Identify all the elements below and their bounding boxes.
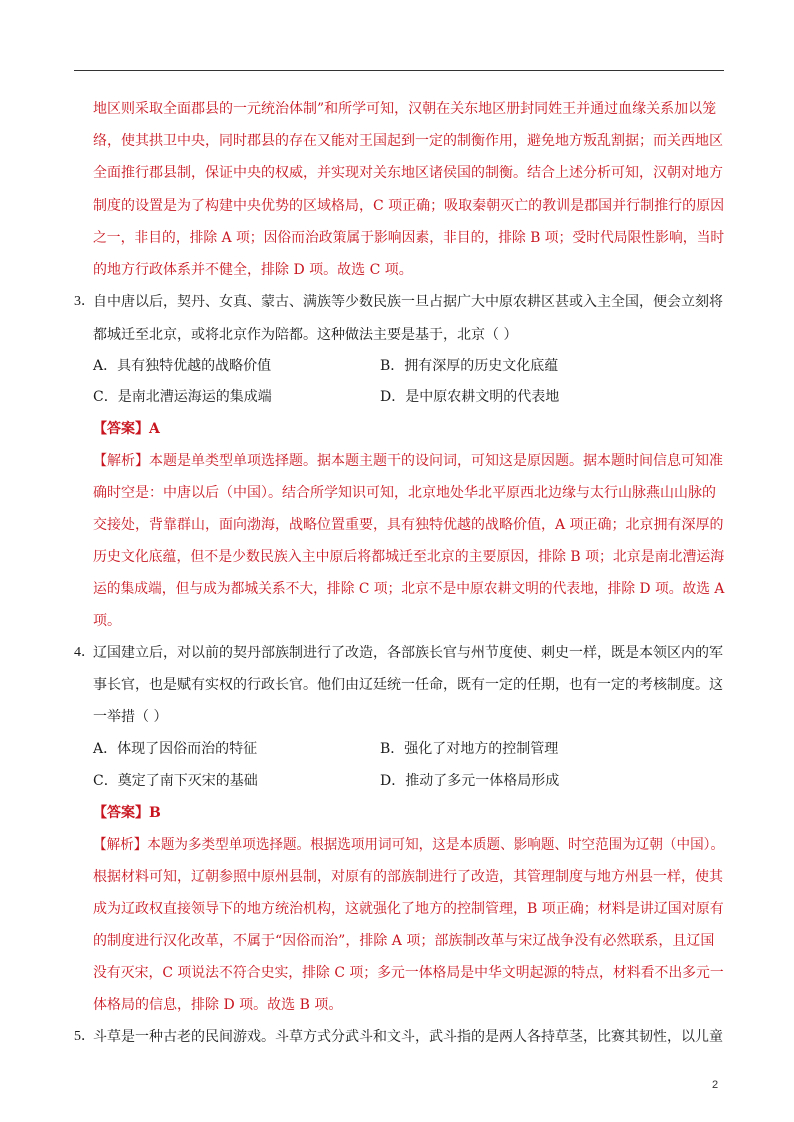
option-b: B．强化了对地方的控制管理 xyxy=(380,741,559,757)
option-c: C．奠定了南下灭宋的基础 xyxy=(93,773,258,789)
analysis-line: 体格局的信息，排除 D 项。故选 B 项。 xyxy=(93,997,343,1013)
question-stem-line: 自中唐以后，契丹、女真、蒙古、满族等少数民族一旦占据广大中原农耕区甚或入主全国，便会立刻将 xyxy=(93,294,723,310)
prev-analysis-line: 的地方行政体系并不健全，排除 D 项。故选 C 项。 xyxy=(93,262,413,278)
header-rule xyxy=(74,70,724,71)
answer-label: 【答案】B xyxy=(93,805,161,821)
option-d: D．推动了多元一体格局形成 xyxy=(380,773,560,789)
prev-analysis-line: 全面推行郡县制，保证中央的权威，并实现对关东地区诸侯国的制衡。结合上述分析可知，汉朝对地方 xyxy=(93,165,723,181)
question-stem-line: 都城迁至北京，或将北京作为陪都。这种做法主要是基于，北京（ ） xyxy=(93,327,518,343)
question-number: 5． xyxy=(74,1029,95,1044)
option-d: D．是中原农耕文明的代表地 xyxy=(380,389,560,405)
page-number: 2 xyxy=(712,1079,719,1091)
option-a: A．体现了因俗而治的特征 xyxy=(93,741,258,757)
question-stem-line: 一举措（ ） xyxy=(93,709,168,725)
option-c: C．是南北漕运海运的集成端 xyxy=(93,389,272,405)
answer-label: 【答案】A xyxy=(93,421,160,437)
question-number: 3． xyxy=(74,294,95,309)
analysis-line: 历史文化底蕴，但不是少数民族入主中原后将都城迁至北京的主要原因，排除 B 项；北京是南北漕运海 xyxy=(93,549,725,565)
analysis-line: 运的集成端，但与成为都城关系不大，排除 C 项；北京不是中原农耕文明的代表地，排除 D 项。故选 A xyxy=(93,581,725,597)
question-stem-line: 斗草是一种古老的民间游戏。斗草方式分武斗和文斗，武斗指的是两人各持草茎，比赛其韧性，以儿童 xyxy=(93,1029,723,1045)
option-b: B．拥有深厚的历史文化底蕴 xyxy=(380,358,559,374)
prev-analysis-line: 之一，非目的，排除 A 项；因俗而治政策属于影响因素，非目的，排除 B 项；受时代局限性影响，当时 xyxy=(93,230,725,246)
analysis-line: 的制度进行汉化改革，不属于“因俗而治”，排除 A 项；部族制改革与宋辽战争没有必然联系，且辽国 xyxy=(93,933,715,949)
prev-analysis-line: 络，使其拱卫中央，同时郡县的存在又能对王国起到一定的制衡作用，避免地方叛乱割据；而关西地区 xyxy=(93,133,723,149)
analysis-line: 没有灭宋，C 项说法不符合史实，排除 C 项；多元一体格局是中华文明起源的特点，材料看不出多元一 xyxy=(93,965,724,981)
prev-analysis-line: 地区则采取全面郡县的一元统治体制”和所学可知，汉朝在关东地区册封同姓王并通过血缘关系加以笼 xyxy=(93,101,717,117)
analysis-line: 【解析】本题为多类型单项选择题。根据选项用词可知，这是本质题、影响题、时空范围为辽朝（中国）。 xyxy=(93,837,725,853)
question-stem-line: 辽国建立后，对以前的契丹部族制进行了改造，各部族长官与州节度使、刺史一样，既是本领区内的军 xyxy=(93,645,723,661)
option-a: A．具有独特优越的战略价值 xyxy=(93,358,272,374)
analysis-line: 【解析】本题是单类型单项选择题。据本题主题干的设问词，可知这是原因题。据本题时间信息可知准 xyxy=(93,453,723,469)
analysis-line: 成为辽政权直接领导下的地方统治机构，这就强化了地方的控制管理，B 项正确；材料是讲辽国对原有 xyxy=(93,901,724,917)
analysis-line: 交接处，背靠群山，面向渤海，战略位置重要，具有独特优越的战略价值，A 项正确；北京拥有深厚的 xyxy=(93,517,724,533)
analysis-line: 项。 xyxy=(93,613,121,629)
prev-analysis-line: 制度的设置是为了构建中央优势的区域格局，C 项正确；吸取秦朝灭亡的教训是郡国并行制推行的原因 xyxy=(93,198,725,214)
analysis-line: 根据材料可知，辽朝参照中原州县制，对原有的部族制进行了改造，其管理制度与地方州县一样，使其 xyxy=(93,869,723,885)
question-number: 4． xyxy=(74,645,95,660)
analysis-line: 确时空是：中唐以后（中国）。结合所学知识可知，北京地处华北平原西北边缘与太行山脉燕山山脉的 xyxy=(93,485,716,501)
question-stem-line: 事长官，也是赋有实权的行政长官。他们由辽廷统一任命，既有一定的任期，也有一定的考核制度。这 xyxy=(93,677,723,693)
